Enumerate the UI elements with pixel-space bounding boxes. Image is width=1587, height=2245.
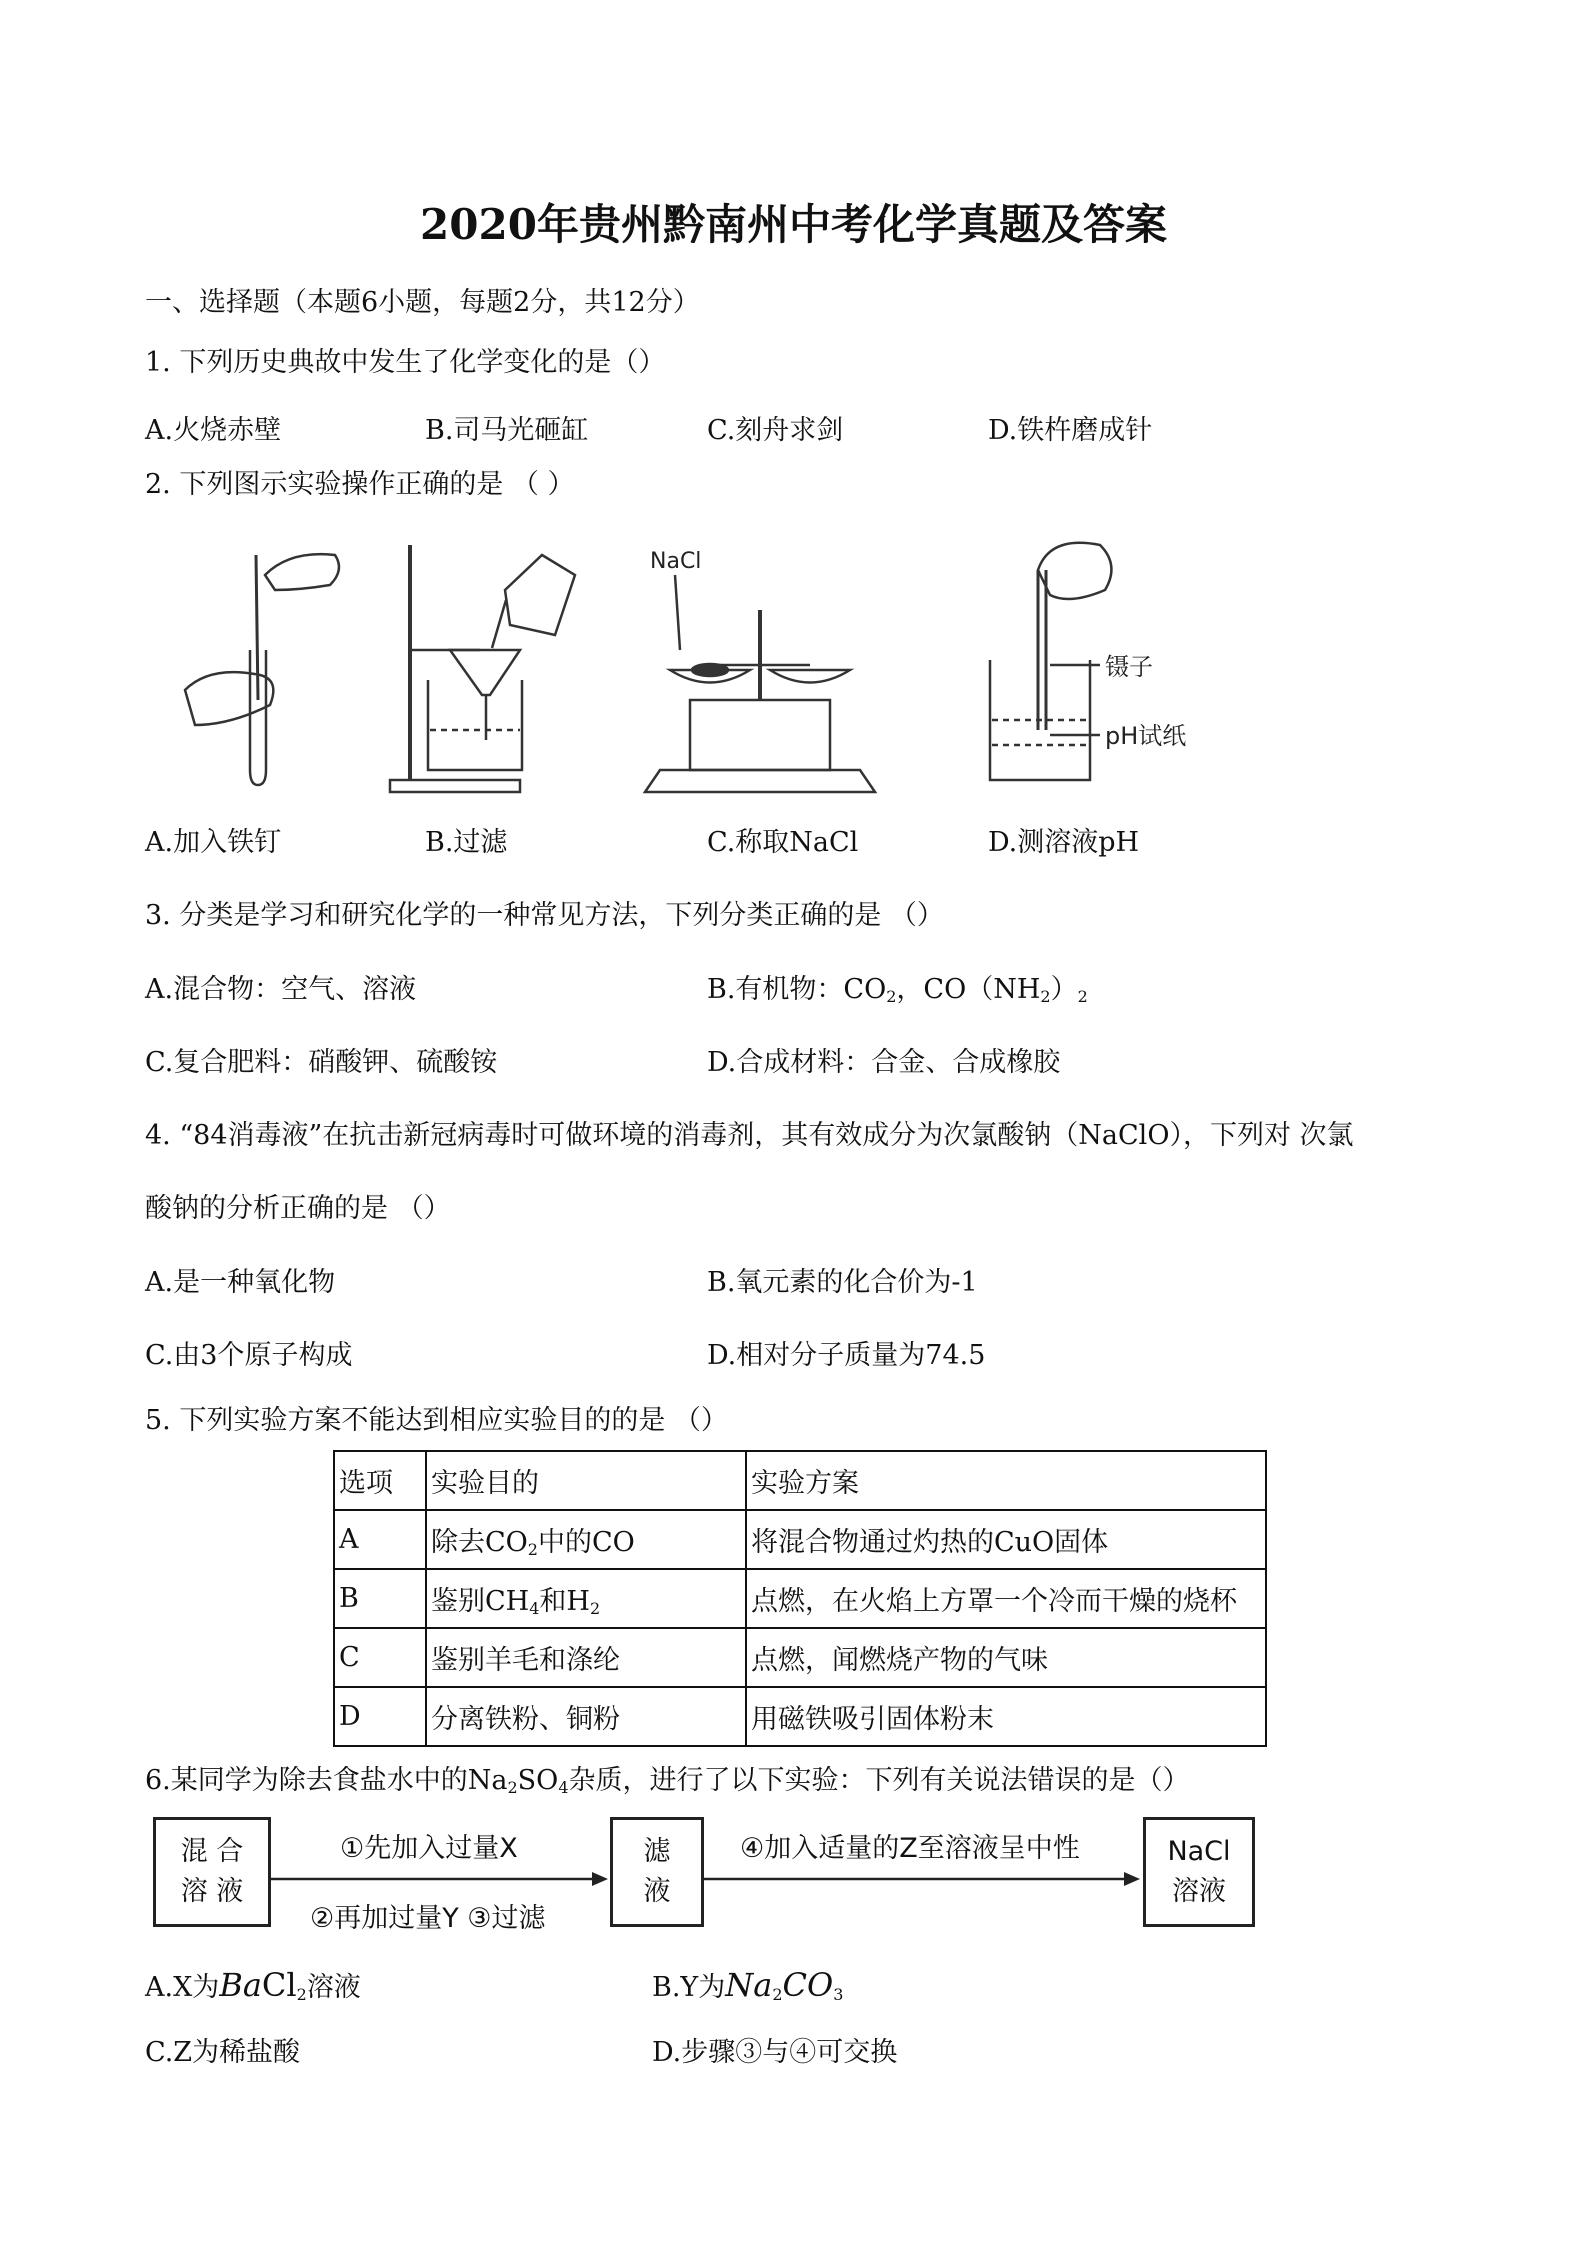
table-cell: 除去$CO_2$中的CO [426, 1510, 746, 1569]
table-cell: A [334, 1510, 426, 1569]
question-6-stem: 6.某同学为除去食盐水中的$Na_2SO_4$杂质，进行了以下实验：下列有关说法错误的是（） [145, 1765, 1190, 1797]
flow-box-mixed-solution: 混 合 溶 液 [153, 1817, 271, 1927]
q2-option-c: C.称取NaCl [707, 827, 859, 858]
q3-option-c: C.复合肥料：硝酸钾、硫酸铵 [145, 1047, 498, 1078]
flow-step-4-label: ④加入适量的Z至溶液呈中性 [740, 1833, 1080, 1864]
q2-option-d: D.测溶液pH [988, 827, 1140, 858]
q2-option-a: A.加入铁钉 [145, 827, 282, 858]
question-3-stem: 3. 分类是学习和研究化学的一种常见方法，下列分类正确的是 （） [145, 900, 944, 931]
table-cell: 分离铁粉、铜粉 [426, 1687, 746, 1746]
question-4-stem-line1: 4. “84消毒液”在抗击新冠病毒时可做环境的消毒剂，其有效成分为次氯酸钠（NaClO），下列对 次氯 [145, 1120, 1354, 1151]
table-cell: 点燃，闻燃烧产物的气味 [746, 1628, 1266, 1687]
fig-tweezers-label: 镊子 [1105, 653, 1153, 681]
q4-option-a: A.是一种氧化物 [145, 1267, 336, 1298]
table-cell: C [334, 1628, 426, 1687]
q6-option-c: C.Z为稀盐酸 [145, 2037, 301, 2068]
table-header-cell: 选项 [334, 1451, 426, 1510]
question-5-stem: 5. 下列实验方案不能达到相应实验目的的是 （） [145, 1405, 728, 1436]
q1-option-d: D.铁杵磨成针 [988, 415, 1153, 446]
flow-step-2-3-label: ②再加过量Y ③过滤 [310, 1903, 546, 1934]
arrow-head-icon [1124, 1872, 1140, 1886]
table-cell: D [334, 1687, 426, 1746]
q2-option-b: B.过滤 [425, 827, 508, 858]
fig-ph-paper-label: pH试纸 [1105, 722, 1187, 750]
q3-option-a: A.混合物：空气、溶液 [145, 974, 417, 1005]
arrow-head-icon [592, 1872, 608, 1886]
q4-option-c: C.由3个原子构成 [145, 1340, 353, 1371]
question-1-stem: 1. 下列历史典故中发生了化学变化的是（） [145, 347, 666, 378]
q3-option-d: D.合成材料：合金、合成橡胶 [707, 1047, 1061, 1078]
q6-option-d: D.步骤③与④可交换 [652, 2037, 898, 2068]
flow-box-filtrate: 滤 液 [610, 1817, 704, 1927]
table-cell: 用磁铁吸引固体粉末 [746, 1687, 1266, 1746]
fig-nacl-label: NaCl [650, 549, 702, 574]
q6-option-a: A.X为BaCl$_2$溶液 [145, 1966, 361, 2004]
q6-option-b: B.Y为$Na_2CO_3$ [652, 1966, 844, 2004]
q1-option-a: A.火烧赤壁 [145, 415, 282, 446]
q3-option-b: B.有机物：$CO_2$，$CO(NH_2)_2$ [707, 974, 1088, 1006]
table-cell: 将混合物通过灼热的CuO固体 [746, 1510, 1266, 1569]
flow-step-1-label: ①先加入过量X [340, 1833, 518, 1864]
q1-option-b: B.司马光砸缸 [425, 415, 589, 446]
table-cell: B [334, 1569, 426, 1628]
question-4-stem-line2: 酸钠的分析正确的是 （） [145, 1193, 451, 1224]
flow-box-nacl-solution: NaCl 溶液 [1143, 1817, 1255, 1927]
q1-option-c: C.刻舟求剑 [707, 415, 844, 446]
section-heading: 一、选择题（本题6小题，每题2分，共12分） [145, 287, 700, 318]
table-header-cell: 实验方案 [746, 1451, 1266, 1510]
page-title: 2020年贵州黔南州中考化学真题及答案 [420, 200, 1167, 249]
q4-option-d: D.相对分子质量为74.5 [707, 1340, 986, 1371]
table-cell: 鉴别$CH_4$和$H_2$ [426, 1569, 746, 1628]
question-2-stem: 2. 下列图示实验操作正确的是 （ ） [145, 469, 575, 500]
q4-option-b: B.氧元素的化合价为-1 [707, 1267, 978, 1298]
table-header-cell: 实验目的 [426, 1451, 746, 1510]
table-cell: 点燃，在火焰上方罩一个冷而干燥的烧杯 [746, 1569, 1266, 1628]
table-cell: 鉴别羊毛和涤纶 [426, 1628, 746, 1687]
